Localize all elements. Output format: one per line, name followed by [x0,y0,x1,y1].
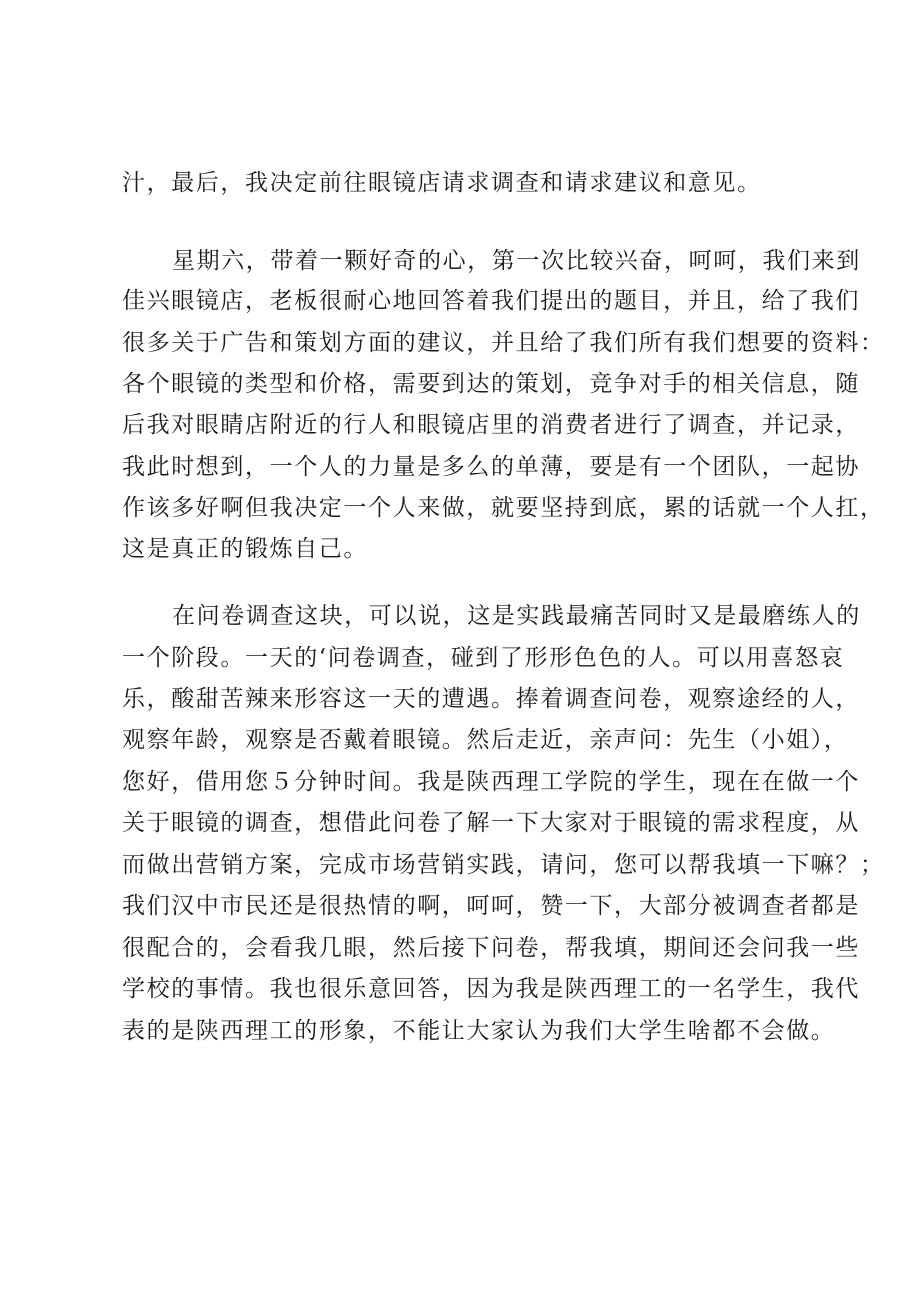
paragraph-line: 各个眼镜的类型和价格，需要到达的策划，竞争对手的相关信息，随 [122,371,860,397]
paragraph-line: 星期六，带着一颗好奇的心，第一次比较兴奋，呵呵，我们来到 [172,248,861,274]
paragraph-line: 关于眼镜的调查，想借此问卷了解一下大家对于眼镜的需求程度，从 [122,810,860,836]
paragraph-line: 您好，借用您５分钟时间。我是陕西理工学院的学生，现在在做一个 [122,769,860,795]
paragraph-line: 汁，最后，我决定前往眼镜店请求调查和请求建议和意见。 [122,170,762,196]
paragraph-line: 很配合的，会看我几眼，然后接下问卷，帮我填，期间还会问我一些 [122,935,860,961]
paragraph-line: 佳兴眼镜店，老板很耐心地回答着我们提出的题目，并且，给了我们 [122,288,860,314]
paragraph-line: 这是真正的锻炼自己。 [122,536,368,562]
paragraph-line: 乐，酸甜苦辣来形容这一天的遭遇。捧着调查问卷，观察途经的人， [122,686,860,712]
paragraph-line: 一个阶段。一天的‘问卷调查，碰到了形形色色的人。可以用喜怒哀 [122,645,845,671]
paragraph-line: 而做出营销方案，完成市场营销实践，请问，您可以帮我填一下嘛？； [122,852,885,878]
paragraph-line: 后我对眼睛店附近的行人和眼镜店里的消费者进行了调查，并记录， [122,412,860,438]
paragraph-line: 在问卷调查这块，可以说，这是实践最痛苦同时又是最磨练人的 [172,603,861,629]
paragraph-line: 很多关于广告和策划方面的建议，并且给了我们所有我们想要的资料： [122,330,885,356]
paragraph-line: 我此时想到，一个人的力量是多么的单薄，要是有一个团队，一起协 [122,454,860,480]
paragraph-line: 作该多好啊但我决定一个人来做，就要坚持到底，累的话就一个人扛， [122,495,885,521]
paragraph-line: 观察年龄，观察是否戴着眼镜。然后走近，亲声问：先生（小姐）， [122,727,849,753]
paragraph-line: 学校的事情。我也很乐意回答，因为我是陕西理工的一名学生，我代 [122,976,860,1002]
paragraph-line: 我们汉中市民还是很热情的啊，呵呵，赞一下，大部分被调查者都是 [122,893,860,919]
paragraph-line: 表的是陕西理工的形象，不能让大家认为我们大学生啥都不会做。 [122,1018,836,1044]
